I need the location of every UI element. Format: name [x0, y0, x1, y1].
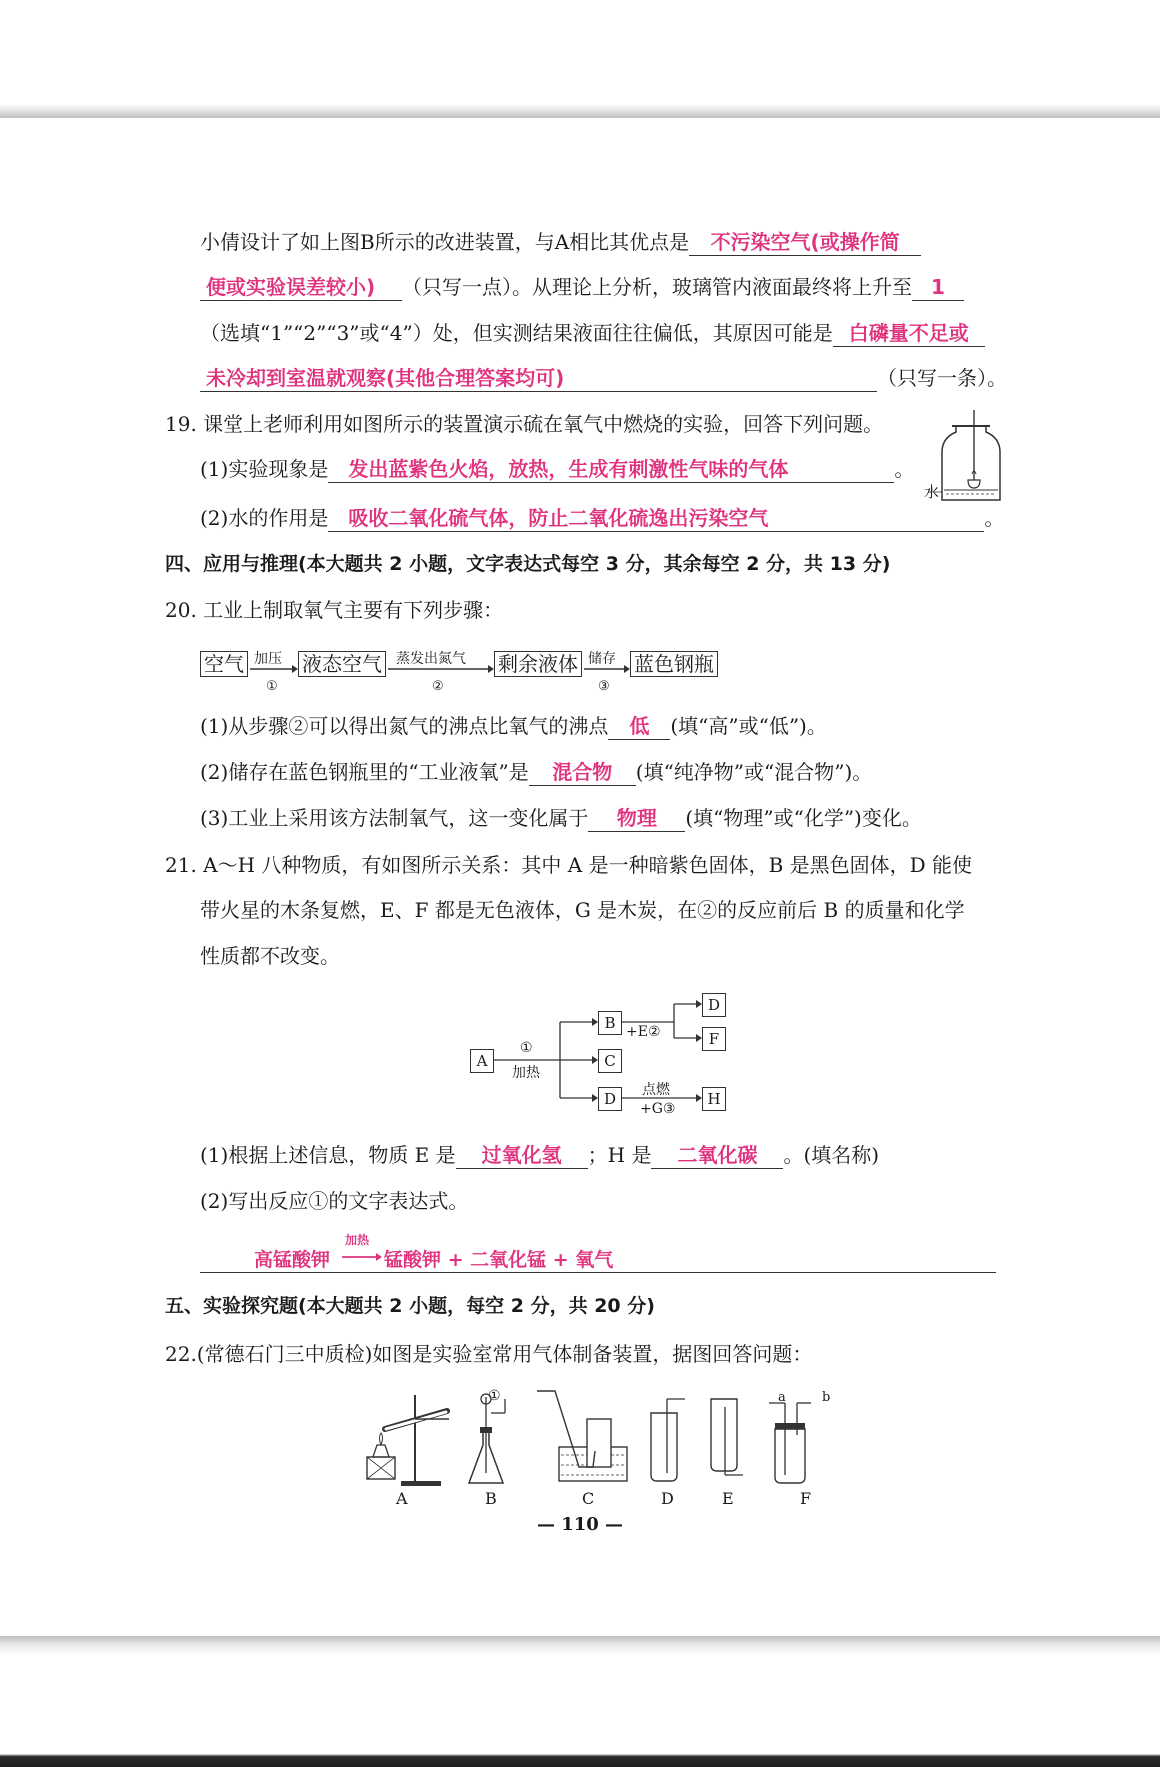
q19-text: (2)水的作用是 — [200, 506, 329, 530]
apparatus-label-d: D — [661, 1489, 674, 1508]
node-a: A — [470, 1049, 494, 1073]
q18-line-2 — [200, 273, 964, 301]
q21-text: ；H 是 — [587, 1143, 652, 1167]
apparatus-label-c: C — [582, 1489, 595, 1508]
apparatus-b — [469, 1394, 505, 1483]
flow-arrow-1-top: 加压 — [254, 650, 282, 667]
section-4-heading: 四、应用与推理(本大题共 2 小题，文字表达式每空 3 分，其余每空 2 分，共 13 分) — [165, 553, 891, 575]
flow-arrow-3-bottom: ③ — [598, 678, 610, 694]
flow-arrow-1-bottom: ① — [266, 678, 278, 694]
equation-reactant: 高锰酸钾 — [254, 1249, 331, 1271]
reaction-3-label: +G③ — [640, 1101, 676, 1117]
flow-arrow-1 — [248, 650, 298, 694]
q21-stem-line-3: 性质都不改变。 — [200, 944, 340, 968]
reaction-2-label: +E② — [626, 1024, 661, 1040]
flow-arrow-2-top: 蒸发出氮气 — [396, 650, 466, 667]
page-number: — 110 — — [536, 1514, 624, 1535]
q19-answer-phenomenon[interactable]: 发出蓝紫色火焰，放热，生成有刺激性气味的气体 — [328, 456, 894, 483]
q21-part-1 — [200, 1141, 879, 1169]
q20-part-3 — [200, 804, 922, 832]
node-d-upper: D — [702, 993, 726, 1017]
q18-answer-level[interactable]: 1 — [912, 274, 964, 301]
q21-relation-diagram — [468, 990, 738, 1115]
apparatus-e — [711, 1399, 743, 1475]
reaction-3-condition: 点燃 — [642, 1082, 670, 1098]
q18-line-1 — [200, 228, 921, 256]
q18-line-4 — [200, 364, 1007, 392]
apparatus-b-mark: ① — [488, 1388, 501, 1404]
q18-text: （只写一条）。 — [877, 366, 1007, 390]
q19-text: 。 — [894, 457, 915, 481]
equation-arrow-icon — [342, 1252, 382, 1262]
q20-text: (填“物理”或“化学”)变化。 — [685, 806, 922, 830]
node-d-lower: D — [598, 1087, 622, 1111]
q20-text: (填“纯净物”或“混合物”)。 — [635, 760, 873, 784]
flow-box-liquid-air: 液态空气 — [298, 651, 386, 677]
q21-answer-e[interactable]: 过氧化氢 — [456, 1142, 588, 1169]
q18-answer-reason-2[interactable]: 未冷却到室温就观察(其他合理答案均可) — [200, 365, 877, 392]
flow-arrow-3-top: 储存 — [588, 650, 616, 667]
q19-stem: 19. 课堂上老师利用如图所示的装置演示硫在氧气中燃烧的实验，回答下列问题。 — [165, 412, 884, 436]
apparatus-c — [537, 1391, 627, 1481]
q18-answer-reason-1[interactable]: 白磷量不足或 — [833, 320, 985, 347]
top-margin-band — [0, 0, 1160, 118]
apparatus-label-f: F — [800, 1489, 812, 1508]
q21-answer-h[interactable]: 二氧化碳 — [651, 1142, 783, 1169]
q20-answer-mixture[interactable]: 混合物 — [529, 759, 636, 786]
q18-answer-advantage-1[interactable]: 不污染空气(或操作简 — [689, 229, 921, 256]
apparatus-d — [651, 1399, 685, 1481]
q21-stem-line-2: 带火星的木条复燃，E、F 都是无色液体，G 是木炭，在②的反应前后 B 的质量和化学 — [200, 898, 965, 922]
q20-answer-boiling-point[interactable]: 低 — [608, 713, 670, 740]
node-b: B — [598, 1011, 622, 1035]
section-5-heading: 五、实验探究题(本大题共 2 小题，每空 2 分，共 20 分) — [165, 1295, 655, 1317]
q19-answer-water-role[interactable]: 吸收二氧化硫气体，防止二氧化硫逸出污染空气 — [328, 505, 984, 532]
equation-condition: 加热 — [345, 1233, 370, 1247]
q18-text: （只写一点）。从理论上分析，玻璃管内液面最终将上升至 — [402, 275, 912, 299]
q20-text: (填“高”或“低”)。 — [670, 714, 827, 738]
q19-part-2 — [200, 504, 1004, 532]
q19-text: 。 — [984, 506, 1005, 530]
equation-products: 锰酸钾 + 二氧化锰 + 氧气 — [384, 1249, 614, 1271]
reaction-1-number: ① — [520, 1040, 533, 1056]
q18-line-3 — [200, 319, 985, 347]
q21-stem-line-1: 21. A～H 八种物质，有如图所示关系：其中 A 是一种暗紫色固体，B 是黑色固体，D 能使 — [165, 853, 973, 877]
apparatus-a — [367, 1395, 449, 1486]
q21-equation-line[interactable] — [200, 1232, 996, 1273]
port-a-label: a — [778, 1390, 786, 1405]
q19-text: (1)实验现象是 — [200, 457, 329, 481]
q20-answer-change-type[interactable]: 物理 — [588, 805, 685, 832]
reaction-1-condition: 加热 — [512, 1065, 540, 1081]
q22-stem: 22.(常德石门三中质检)如图是实验室常用气体制备装置，据图回答问题： — [165, 1342, 813, 1366]
bottom-margin-band — [0, 1636, 1160, 1767]
q18-text: 小倩设计了如上图B所示的改进装置，与A相比其优点是 — [200, 230, 690, 254]
q20-part-2 — [200, 758, 872, 786]
q20-flowchart — [200, 650, 718, 694]
node-c: C — [598, 1049, 622, 1073]
q20-text: (3)工业上采用该方法制氧气，这一变化属于 — [200, 806, 589, 830]
node-h: H — [702, 1087, 726, 1111]
gas-apparatus-figure — [365, 1385, 845, 1491]
q18-text: （选填“1”“2”“3”或“4”）处，但实测结果液面往往偏低，其原因可能是 — [200, 321, 833, 345]
flow-arrow-3 — [582, 650, 630, 694]
node-f: F — [702, 1027, 726, 1051]
q19-part-1 — [200, 455, 914, 483]
flow-arrow-2 — [386, 650, 494, 694]
apparatus-label-e: E — [722, 1489, 734, 1508]
apparatus-label-a: A — [396, 1489, 408, 1508]
q20-text: (2)储存在蓝色钢瓶里的“工业液氧”是 — [200, 760, 529, 784]
port-b-label: b — [822, 1390, 831, 1405]
water-label: 水 — [924, 483, 940, 501]
q20-text: (1)从步骤②可以得出氮气的沸点比氧气的沸点 — [200, 714, 609, 738]
flow-box-remaining-liquid: 剩余液体 — [494, 651, 582, 677]
q20-part-1 — [200, 712, 827, 740]
q18-answer-advantage-2[interactable]: 便或实验误差较小) — [200, 274, 402, 301]
q21-text: (1)根据上述信息，物质 E 是 — [200, 1143, 456, 1167]
q21-text: 。(填名称) — [783, 1143, 880, 1167]
flow-box-air: 空气 — [200, 651, 248, 677]
flow-arrow-2-bottom: ② — [432, 678, 444, 694]
apparatus-label-b: B — [485, 1489, 497, 1508]
q21-part-2: (2)写出反应①的文字表达式。 — [200, 1189, 469, 1213]
q20-stem: 20. 工业上制取氧气主要有下列步骤： — [165, 598, 504, 622]
apparatus-f — [769, 1403, 811, 1483]
flow-box-blue-cylinder: 蓝色钢瓶 — [630, 651, 718, 677]
